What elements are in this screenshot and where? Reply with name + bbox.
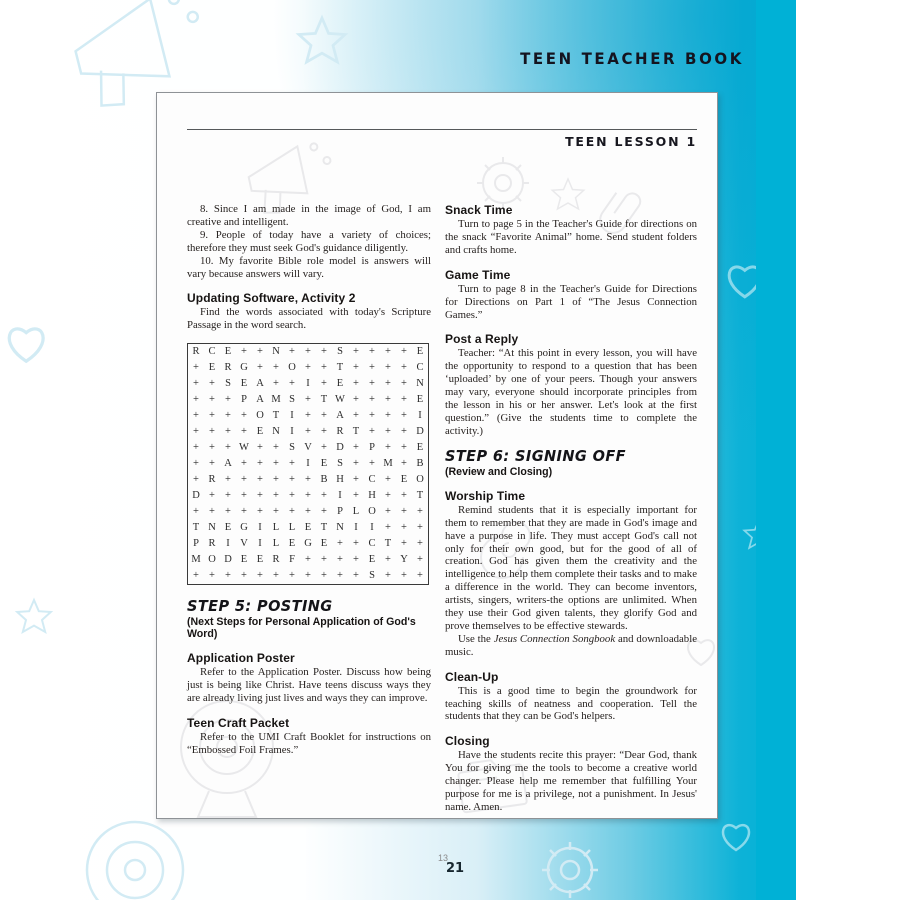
cover-page-number: 21: [445, 861, 465, 876]
word-search-cell: C: [368, 474, 376, 486]
word-search-cell: +: [401, 362, 407, 374]
word-search-cell: E: [416, 442, 424, 454]
word-search-cell: C: [368, 538, 376, 550]
word-search-cell: +: [305, 346, 311, 358]
word-search-cell: H: [368, 490, 376, 502]
doodle-star-icon: [299, 18, 345, 62]
word-search-cell: +: [369, 378, 375, 390]
word-search-cell: D: [224, 554, 232, 566]
word-search-cell: +: [385, 426, 391, 438]
section-heading: Post a Reply: [445, 332, 519, 347]
word-search-cell: +: [401, 426, 407, 438]
word-search-cell: +: [385, 362, 391, 374]
word-search-cell: I: [354, 522, 358, 534]
cover-title: TEEN TEACHER BOOK: [520, 49, 744, 69]
word-search-cell: +: [369, 458, 375, 470]
word-search-cell: S: [289, 442, 295, 454]
word-search-cell: +: [401, 442, 407, 454]
section-body: This is a good time to begin the groundwork for teaching skills of neatness and cooperation. Tell the students that they can be God's helpers.: [445, 684, 697, 723]
word-search-cell: +: [401, 378, 407, 390]
word-search-cell: +: [241, 506, 247, 518]
word-search-cell: S: [369, 570, 375, 582]
word-search-cell: D: [192, 490, 200, 502]
word-search-cell: +: [193, 410, 199, 422]
word-search-cell: +: [193, 362, 199, 374]
step6-subheading: (Review and Closing): [445, 465, 553, 478]
word-search-cell: +: [385, 506, 391, 518]
lesson-header: TEEN LESSON 1: [565, 134, 697, 149]
word-search-cell: C: [208, 346, 216, 358]
word-search-cell: E: [224, 522, 232, 534]
section-heading: Game Time: [445, 267, 511, 282]
word-search-cell: E: [240, 554, 248, 566]
word-search-cell: E: [256, 554, 264, 566]
word-search-cell: M: [191, 554, 201, 566]
word-search-cell: +: [353, 554, 359, 566]
word-search-cell: +: [209, 442, 215, 454]
word-search-cell: +: [305, 394, 311, 406]
word-search-cell: +: [209, 490, 215, 502]
word-search-cell: +: [321, 506, 327, 518]
word-search-cell: +: [385, 522, 391, 534]
word-search-cell: L: [272, 538, 280, 550]
word-search-cell: +: [385, 346, 391, 358]
word-search-cell: +: [305, 554, 311, 566]
word-search-cell: +: [417, 538, 423, 550]
two-column-layout: [187, 203, 697, 825]
section-body: Refer to the Application Poster. Discuss how being just is being like Christ. Have teens discuss ways they are already living just lives and ways they can improve.: [187, 666, 431, 705]
word-search-cell: +: [225, 410, 231, 422]
word-search-cell: H: [336, 474, 344, 486]
word-search-cell: E: [336, 378, 344, 390]
word-search-cell: T: [384, 538, 392, 550]
word-search-cell: +: [289, 378, 295, 390]
page-content: [157, 93, 717, 825]
word-search-cell: S: [337, 346, 343, 358]
word-search-cell: +: [273, 442, 279, 454]
word-search-cell: +: [369, 410, 375, 422]
word-search-cell: L: [288, 522, 296, 534]
section-closing: [445, 734, 697, 814]
word-search-cell: T: [192, 522, 200, 534]
word-search-cell: +: [417, 506, 423, 518]
word-search-cell: T: [320, 394, 328, 406]
section-body: Refer to the UMI Craft Booklet for instructions on “Embossed Foil Frames.”: [187, 730, 431, 756]
word-search-cell: I: [338, 490, 342, 502]
word-search-cell: +: [353, 570, 359, 582]
section-body: Turn to page 5 in the Teacher's Guide for directions on the snack “Favorite Animal” home. Send student folders and crafts home.: [445, 218, 697, 256]
word-search-cell: +: [289, 570, 295, 582]
word-search-cell: +: [417, 522, 423, 534]
word-search-cell: L: [272, 522, 280, 534]
word-search-cell: O: [288, 362, 296, 374]
word-search-cell: +: [321, 442, 327, 454]
word-search-cell: T: [272, 410, 280, 422]
section-heading: Worship Time: [445, 488, 526, 503]
word-search-cell: E: [416, 394, 424, 406]
word-search-cell: N: [272, 426, 280, 438]
word-search-cell: +: [305, 362, 311, 374]
word-search-cell: E: [288, 538, 296, 550]
word-search-cell: +: [385, 410, 391, 422]
word-search-cell: I: [306, 458, 310, 470]
songbook-title: Jesus Connection Songbook: [493, 632, 616, 645]
word-search-cell: +: [289, 474, 295, 486]
word-search-cell: +: [193, 442, 199, 454]
word-search-cell: +: [353, 474, 359, 486]
cover-right-accent-bar: [756, 0, 796, 900]
word-search-cell: A: [256, 394, 264, 406]
word-search-cell: +: [257, 570, 263, 582]
word-search-cell: +: [353, 378, 359, 390]
word-search-cell: +: [337, 554, 343, 566]
word-search-cell: +: [401, 522, 407, 534]
word-search-cell: +: [385, 490, 391, 502]
word-search-cell: +: [401, 506, 407, 518]
word-search-grid: [187, 343, 429, 585]
word-search-cell: +: [353, 458, 359, 470]
word-search-cell: +: [225, 442, 231, 454]
word-search-cell: M: [383, 458, 393, 470]
word-search-cell: +: [401, 570, 407, 582]
word-search-cell: +: [209, 426, 215, 438]
word-search-cell: T: [352, 426, 360, 438]
word-search-cell: B: [320, 474, 328, 486]
word-search-cell: +: [273, 458, 279, 470]
section-teen-craft-packet: [187, 716, 431, 757]
word-search-cell: R: [208, 538, 216, 550]
word-search-cell: A: [224, 458, 232, 470]
doodle-gear-icon: [542, 842, 598, 898]
section-application-poster: [187, 651, 431, 705]
word-search-cell: R: [192, 346, 200, 358]
section-body: Find the words associated with today's Scripture Passage in the word search.: [187, 306, 431, 332]
word-search-cell: O: [416, 474, 424, 486]
word-search-cell: +: [321, 410, 327, 422]
word-search-cell: +: [209, 458, 215, 470]
word-search-cell: S: [225, 378, 231, 390]
word-search-cell: E: [416, 346, 424, 358]
numbered-item-10: 10. My favorite Bible role model is answers will vary because answers will vary.: [187, 254, 431, 280]
word-search-cell: +: [257, 458, 263, 470]
section-heading: Snack Time: [445, 203, 513, 217]
word-search-cell: O: [208, 554, 216, 566]
word-search-cell: +: [353, 490, 359, 502]
word-search-cell: W: [239, 442, 249, 454]
word-search-cell: G: [240, 362, 248, 374]
word-search-cell: D: [336, 442, 344, 454]
word-search-cell: T: [416, 490, 424, 502]
word-search-cell: +: [385, 378, 391, 390]
word-search-cell: G: [240, 522, 248, 534]
word-search-cell: +: [273, 378, 279, 390]
doodle-heart-icon: [9, 329, 43, 361]
word-search-cell: P: [193, 538, 199, 550]
word-search-cell: +: [209, 506, 215, 518]
word-search-cell: I: [226, 538, 230, 550]
word-search-cell: +: [241, 410, 247, 422]
word-search-cell: I: [290, 426, 294, 438]
inner-page-number: 13: [438, 853, 449, 863]
word-search-cell: +: [273, 570, 279, 582]
word-search-cell: F: [289, 554, 295, 566]
word-search-cell: +: [193, 474, 199, 486]
section-heading: Teen Craft Packet: [187, 715, 290, 730]
word-search-cell: I: [370, 522, 374, 534]
word-search-cell: +: [417, 554, 423, 566]
word-search-cell: E: [224, 346, 232, 358]
word-search-cell: +: [241, 490, 247, 502]
word-search-cell: +: [305, 490, 311, 502]
word-search-cell: +: [369, 394, 375, 406]
word-search-cell: +: [257, 474, 263, 486]
word-search-cell: +: [305, 426, 311, 438]
doodle-star-icon: [17, 600, 51, 632]
word-search-cell: R: [272, 554, 280, 566]
word-search-cell: +: [353, 346, 359, 358]
section-snack-time: [445, 203, 697, 257]
word-search-cell: +: [257, 346, 263, 358]
word-search-cell: +: [209, 394, 215, 406]
word-search-cell: +: [305, 410, 311, 422]
word-search-cell: +: [193, 458, 199, 470]
word-search-cell: +: [257, 442, 263, 454]
word-search-cell: +: [241, 570, 247, 582]
section-heading: Closing: [445, 734, 490, 749]
word-search-cell: E: [320, 458, 328, 470]
word-search-cell: +: [401, 346, 407, 358]
word-search-cell: +: [385, 394, 391, 406]
word-search-cell: D: [416, 426, 424, 438]
word-search-cell: +: [337, 570, 343, 582]
word-search-cell: +: [401, 538, 407, 550]
left-column: [187, 203, 431, 825]
word-search-cell: +: [225, 506, 231, 518]
word-search-cell: +: [385, 442, 391, 454]
word-search-cell: N: [336, 522, 344, 534]
word-search-cell: +: [241, 426, 247, 438]
word-search-cell: +: [193, 378, 199, 390]
word-search-cell: +: [353, 442, 359, 454]
word-search-cell: +: [353, 362, 359, 374]
word-search-cell: +: [289, 506, 295, 518]
word-search-cell: +: [257, 506, 263, 518]
word-search-cell: +: [225, 394, 231, 406]
word-search-cell: +: [225, 490, 231, 502]
section-body: Turn to page 8 in the Teacher's Guide for Directions for Directions on Part 1 of “The Jesus Connection Games.”: [445, 282, 697, 321]
word-search-cell: P: [369, 442, 375, 454]
step6-heading: STEP 6: SIGNING OFF: [445, 448, 626, 466]
word-search-cell: +: [321, 554, 327, 566]
word-search-cell: S: [337, 458, 343, 470]
word-search-cell: +: [241, 458, 247, 470]
word-search-cell: +: [225, 474, 231, 486]
word-search-cell: +: [273, 490, 279, 502]
word-search-cell: V: [304, 442, 312, 454]
word-search-cell: +: [417, 570, 423, 582]
word-search-cell: +: [193, 570, 199, 582]
section-updating-software: [187, 291, 431, 332]
word-search-cell: P: [241, 394, 247, 406]
word-search-cell: +: [321, 426, 327, 438]
word-search-cell: E: [400, 474, 408, 486]
word-search-cell: +: [353, 538, 359, 550]
section-worship-time: [445, 489, 697, 659]
word-search-cell: +: [257, 490, 263, 502]
word-search-cell: E: [208, 362, 216, 374]
word-search-cell: +: [369, 362, 375, 374]
word-search-cell: S: [289, 394, 295, 406]
word-search-cell: T: [336, 362, 344, 374]
word-search-cell: +: [289, 490, 295, 502]
word-search-cell: E: [240, 378, 248, 390]
word-search-cell: R: [208, 474, 216, 486]
word-search-cell: T: [320, 522, 328, 534]
section-post-a-reply: [445, 332, 697, 437]
word-search-cell: +: [337, 538, 343, 550]
doodle-heart-icon: [723, 825, 749, 850]
word-search-cell: C: [416, 362, 424, 374]
word-search-cell: +: [369, 346, 375, 358]
step5-subheading: (Next Steps for Personal Application of God's Word): [187, 616, 416, 641]
word-search-cell: +: [273, 362, 279, 374]
word-search-cell: G: [304, 538, 312, 550]
word-search-cell: +: [321, 378, 327, 390]
right-column: [445, 203, 697, 825]
word-search-cell: N: [416, 378, 424, 390]
word-search-cell: I: [306, 378, 310, 390]
word-search-cell: I: [258, 538, 262, 550]
word-search-cell: A: [256, 378, 264, 390]
word-search-cell: +: [257, 362, 263, 374]
word-search-cell: +: [321, 346, 327, 358]
section-clean-up: [445, 670, 697, 724]
word-search-cell: R: [224, 362, 232, 374]
word-search-cell: +: [353, 394, 359, 406]
word-search-cell: B: [416, 458, 424, 470]
doodle-webcam-icon: [87, 822, 183, 900]
step5-heading: STEP 5: POSTING: [187, 598, 333, 616]
word-search-cell: O: [256, 410, 264, 422]
section-body-songbook: [445, 633, 697, 659]
word-search-cell: +: [241, 346, 247, 358]
word-search-cell: I: [258, 522, 262, 534]
word-search-cell: +: [225, 426, 231, 438]
header-rule: [187, 129, 697, 130]
word-search-cell: +: [289, 458, 295, 470]
word-search-cell: +: [401, 410, 407, 422]
word-search-cell: V: [240, 538, 248, 550]
songbook-pre: Use the: [458, 632, 494, 645]
word-search-cell: +: [193, 426, 199, 438]
word-search-cell: R: [336, 426, 344, 438]
word-search-cell: +: [321, 362, 327, 374]
word-search-cell: +: [305, 506, 311, 518]
word-search-cell: +: [193, 394, 199, 406]
word-search-cell: +: [305, 570, 311, 582]
songbook-post: and downloadable music.: [445, 632, 697, 658]
word-search-cell: +: [321, 490, 327, 502]
word-search-cell: +: [401, 458, 407, 470]
section-heading: Application Poster: [187, 651, 295, 666]
word-search-cell: E: [320, 538, 328, 550]
word-search-cell: +: [401, 394, 407, 406]
word-search-cell: +: [209, 378, 215, 390]
word-search-cell: +: [225, 570, 231, 582]
word-search-cell: A: [336, 410, 344, 422]
word-search-cell: +: [241, 474, 247, 486]
word-search-cell: N: [272, 346, 280, 358]
section-game-time: [445, 268, 697, 322]
book-page: [156, 92, 718, 863]
word-search-cell: +: [209, 570, 215, 582]
word-search-cell: E: [256, 426, 264, 438]
numbered-item-9: 9. People of today have a variety of choices; therefore they must seek God's guidance diligently.: [187, 228, 431, 254]
word-search-cell: +: [209, 410, 215, 422]
section-body: Teacher: “At this point in every lesson, you will have the opportunity to respond to a question that has been ‘uploaded’ by one of your peers. Though your answers may vary, everyone should incorporate principles from the lesson in his or her answer. Let's look at the first question.” (Give the students time to complete the activity.): [445, 347, 697, 437]
word-search-cell: Y: [400, 554, 408, 566]
word-search-cell: +: [321, 570, 327, 582]
word-search-cell: O: [368, 506, 376, 518]
section-heading: Updating Software, Activity 2: [187, 291, 356, 306]
word-search-cell: +: [385, 570, 391, 582]
word-search-cell: M: [271, 394, 281, 406]
numbered-item-8: 8. Since I am made in the image of God, I am creative and intelligent.: [187, 203, 431, 228]
word-search-cell: L: [352, 506, 360, 518]
word-search-cell: P: [337, 506, 343, 518]
word-search-cell: +: [385, 474, 391, 486]
section-body: Have the students recite this prayer: “Dear God, thank You for giving me the tools to become a creative world changer. Please help me remember that fulfilling Your purpose for me is a privilege, not a punishment. In Jesus' name. Amen.: [445, 749, 697, 813]
word-search-cell: +: [369, 426, 375, 438]
word-search-cell: N: [208, 522, 216, 534]
word-search-cell: +: [193, 506, 199, 518]
word-search-cell: I: [418, 410, 422, 422]
word-search-cell: +: [273, 506, 279, 518]
word-search-cell: E: [304, 522, 312, 534]
section-body: Remind students that it is especially important for them to remember that they are made in God's image and have a purpose in life. They must accept God's call not only for their own good, but for the good of all of creation. God has given them the creativity and the intelligence to help them complete their tasks and to make a difference in the world. They can become inventors, artists, singers, writers-the options are unlimited. When they use their God given talents, they glorify God and prove themselves to be effective stewards.: [445, 503, 697, 632]
word-search-cell: W: [335, 394, 345, 406]
word-search-cell: I: [290, 410, 294, 422]
word-search-cell: +: [353, 410, 359, 422]
section-heading: Clean-Up: [445, 669, 499, 684]
word-search-cell: +: [385, 554, 391, 566]
word-search-cell: +: [273, 474, 279, 486]
word-search-cell: E: [368, 554, 376, 566]
word-search-cell: +: [401, 490, 407, 502]
word-search-cell: +: [289, 346, 295, 358]
word-search-cell: +: [305, 474, 311, 486]
